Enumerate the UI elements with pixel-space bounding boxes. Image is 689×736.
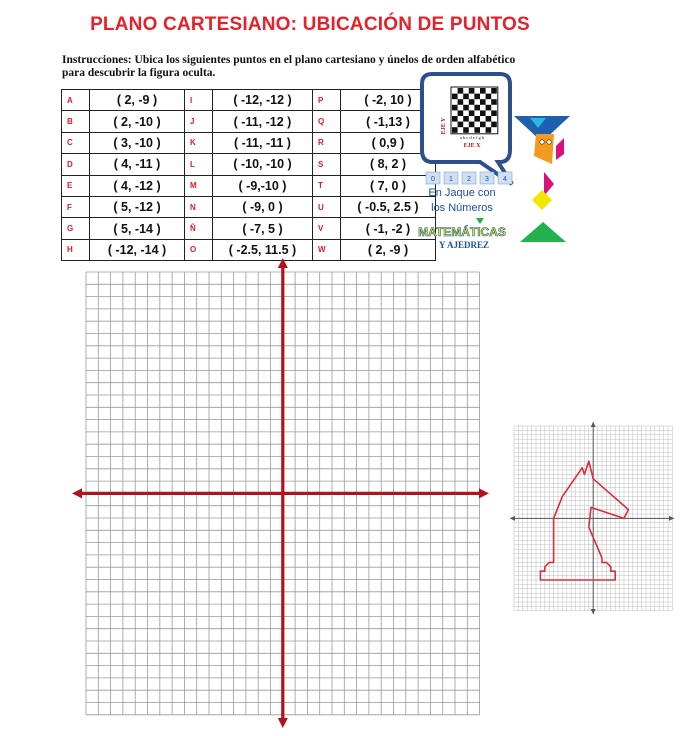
reference-figure <box>510 422 674 616</box>
reference-axes <box>510 422 674 614</box>
point-letter: J <box>185 111 213 132</box>
point-letter: T <box>313 175 341 196</box>
tangram-eye-left <box>540 140 544 144</box>
point-letter: H <box>62 239 90 260</box>
table-row <box>62 111 436 132</box>
point-letter: N <box>185 196 213 217</box>
cartesian-plane <box>70 258 492 728</box>
point-coordinate: ( -1,13 ) <box>341 111 436 132</box>
point-coordinate: ( 4, -12 ) <box>90 175 185 196</box>
page-title: PLANO CARTESIANO: UBICACIÓN DE PUNTOS <box>90 14 530 35</box>
point-coordinate: ( 2, -9 ) <box>341 239 436 260</box>
table-row <box>62 90 436 111</box>
point-coordinate: ( 2, -10 ) <box>90 111 185 132</box>
table-row <box>62 218 436 239</box>
point-coordinate: ( 5, -12 ) <box>90 196 185 217</box>
tangram-eye-right <box>547 140 551 144</box>
point-coordinate: ( 8, 2 ) <box>341 154 436 175</box>
point-letter: I <box>185 90 213 111</box>
die-number: 3 <box>485 176 489 183</box>
tangram-figure <box>514 116 570 242</box>
table-row <box>62 154 436 175</box>
point-coordinate: ( -12, -14 ) <box>90 239 185 260</box>
point-letter: Ñ <box>185 218 213 239</box>
point-coordinate: ( -10, -10 ) <box>213 154 313 175</box>
point-coordinate: ( -1, -2 ) <box>341 218 436 239</box>
table-row <box>62 196 436 217</box>
point-letter: W <box>313 239 341 260</box>
point-letter: O <box>185 239 213 260</box>
die-number: 2 <box>467 176 471 183</box>
point-letter: K <box>185 132 213 153</box>
logo-line-1: En Jaque con <box>428 187 496 199</box>
y-axis-arrow-down <box>278 718 288 728</box>
point-letter: G <box>62 218 90 239</box>
board-files-label: a b c d e f g h <box>459 135 485 140</box>
point-coordinate: ( 7, 0 ) <box>341 175 436 196</box>
tangram-orange-head <box>534 134 554 164</box>
point-letter: A <box>62 90 90 111</box>
die-number: 0 <box>431 176 435 183</box>
point-letter: R <box>313 132 341 153</box>
point-coordinate: ( -2, 10 ) <box>341 90 436 111</box>
point-letter: U <box>313 196 341 217</box>
instructions-line-2: para descubrir la figura oculta. <box>62 67 216 79</box>
point-letter: P <box>313 90 341 111</box>
point-letter: Q <box>313 111 341 132</box>
logo-group <box>418 72 658 252</box>
point-letter: E <box>62 175 90 196</box>
point-coordinate: ( -11, -11 ) <box>213 132 313 153</box>
table-row <box>62 132 436 153</box>
points-table <box>61 89 436 261</box>
point-coordinate: ( 5, -14 ) <box>90 218 185 239</box>
tangram-yellow-diamond <box>532 190 552 210</box>
point-coordinate: ( -12, -12 ) <box>213 90 313 111</box>
point-coordinate: ( 4, -11 ) <box>90 154 185 175</box>
tangram-magenta-triangle <box>544 172 554 196</box>
plane-axes <box>72 258 489 728</box>
point-letter: L <box>185 154 213 175</box>
point-coordinate: ( -2.5, 11.5 ) <box>213 239 313 260</box>
axis-x-label: EJE X <box>463 143 481 149</box>
point-letter: F <box>62 196 90 217</box>
point-coordinate: ( 2, -9 ) <box>90 90 185 111</box>
die-number: 4 <box>503 176 507 183</box>
die-number: 1 <box>449 176 453 183</box>
point-letter: D <box>62 154 90 175</box>
tangram-magenta-square <box>556 138 564 160</box>
point-coordinate: ( 3, -10 ) <box>90 132 185 153</box>
x-axis-arrow-right <box>479 488 489 498</box>
y-axis-arrow-up <box>278 258 288 268</box>
point-coordinate: ( -0.5, 2.5 ) <box>341 196 436 217</box>
chessboard-icon <box>451 87 498 134</box>
green-triangle-small <box>476 218 484 224</box>
point-coordinate: ( 0,9 ) <box>341 132 436 153</box>
point-letter: S <box>313 154 341 175</box>
point-coordinate: ( -11, -12 ) <box>213 111 313 132</box>
point-coordinate: ( -9,-10 ) <box>213 175 313 196</box>
axis-y-label: EJE Y <box>441 117 447 135</box>
point-coordinate: ( -7, 5 ) <box>213 218 313 239</box>
point-letter: M <box>185 175 213 196</box>
point-coordinate: ( -9, 0 ) <box>213 196 313 217</box>
table-row <box>62 175 436 196</box>
logo-line-4: Y AJEDREZ <box>439 240 489 250</box>
point-letter: C <box>62 132 90 153</box>
point-letter: V <box>313 218 341 239</box>
number-dice <box>426 172 512 184</box>
tangram-green-triangle <box>520 222 566 242</box>
instructions-line-1: Instrucciones: Ubica los siguientes puntos en el plano cartesiano y únelos de orden alfabético <box>62 54 516 66</box>
logo-line-3: MATEMÁTICAS <box>418 225 506 239</box>
point-letter: B <box>62 111 90 132</box>
logo-line-2: los Números <box>431 202 493 214</box>
x-axis-arrow-left <box>72 488 82 498</box>
